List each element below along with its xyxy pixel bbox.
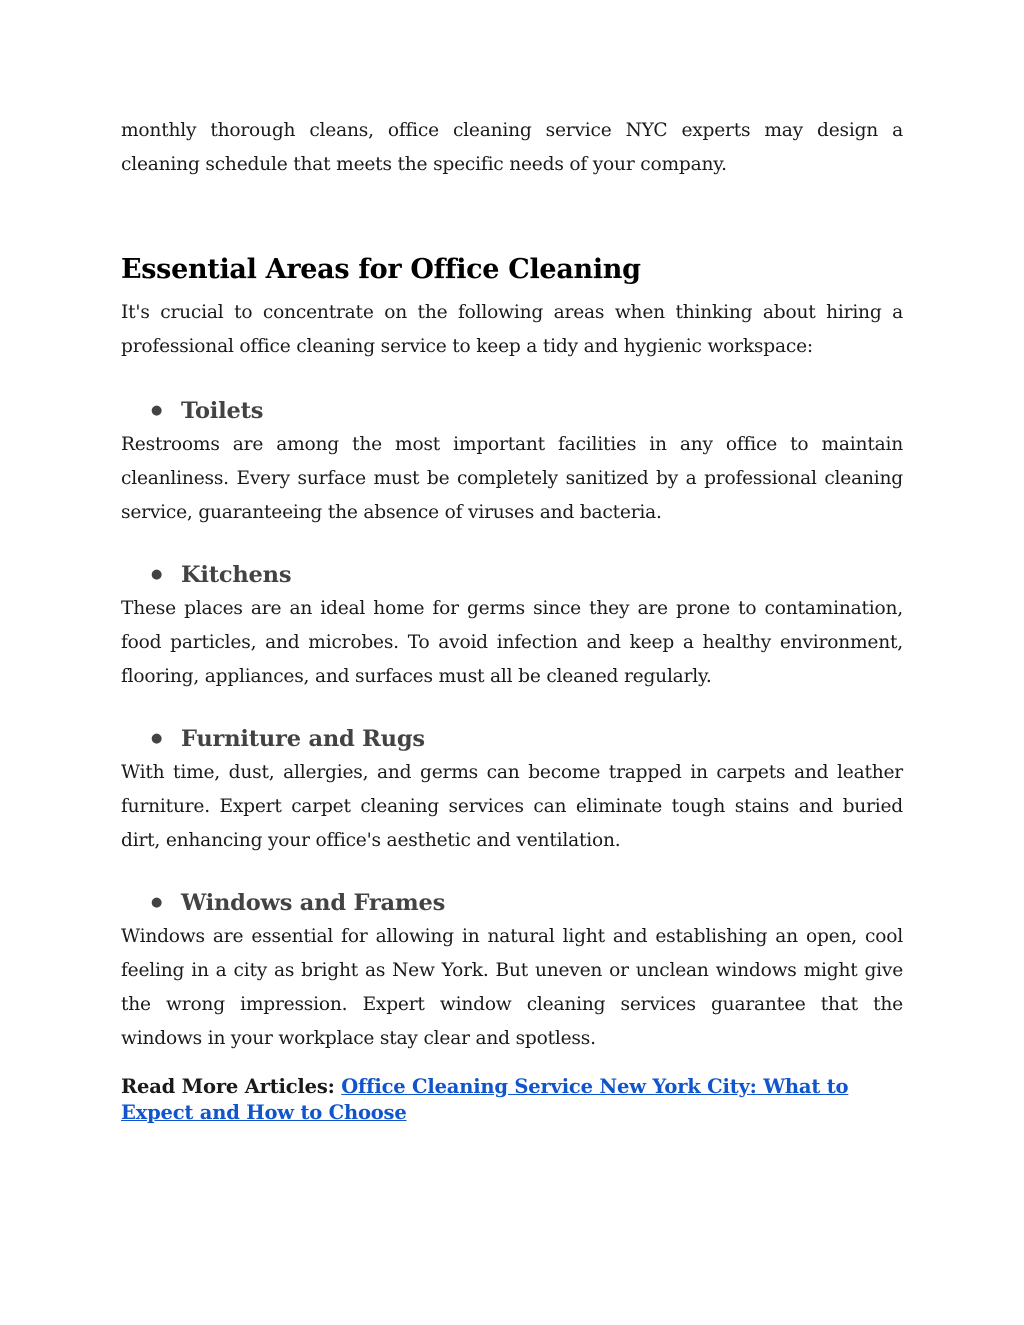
document-page <box>121 114 903 1126</box>
sub-heading-label: Furniture and Rugs <box>181 726 425 752</box>
sub-heading-windows-and-frames <box>121 886 903 920</box>
read-more <box>121 1074 903 1126</box>
bullet-icon: ● <box>151 895 163 910</box>
bullet-icon: ● <box>151 403 163 418</box>
sub-heading-toilets <box>121 394 903 428</box>
bullet-icon: ● <box>151 567 163 582</box>
list-item-windows-and-frames <box>121 886 903 1056</box>
item-body: Windows are essential for allowing in natural light and establishing an open, cool feeling in a city as bright as New York. But uneven or unclean windows might give the wrong impression. Expert window cleaning services guarantee that the windows in your workplace stay clear and spotless. <box>121 926 903 1049</box>
list-item-toilets <box>121 394 903 530</box>
item-body: With time, dust, allergies, and germs can become trapped in carpets and leather furniture. Expert carpet cleaning services can eliminate tough stains and buried dirt, enhancing your office's aesthetic and ventilation. <box>121 762 903 851</box>
sub-heading-label: Toilets <box>181 398 264 424</box>
item-body: These places are an ideal home for germs since they are prone to contamination, food particles, and microbes. To avoid infection and keep a healthy environment, flooring, appliances, and surfaces must all be cleaned regularly. <box>121 598 903 687</box>
read-more-label: Read More Articles: <box>121 1075 342 1098</box>
list-item-kitchens <box>121 558 903 694</box>
section-heading: Essential Areas for Office Cleaning <box>121 254 641 285</box>
intro-paragraph: monthly thorough cleans, office cleaning service NYC experts may design a cleaning schedule that meets the specific needs of your company. <box>121 120 903 175</box>
list-item-furniture-and-rugs <box>121 722 903 858</box>
sub-heading-kitchens <box>121 558 903 592</box>
read-more-article-link[interactable]: Office Cleaning Service New York City: What to Expect and How to Choose <box>121 1075 849 1124</box>
sub-heading-label: Windows and Frames <box>181 890 446 916</box>
sub-heading-furniture-and-rugs <box>121 722 903 756</box>
bullet-icon: ● <box>151 731 163 746</box>
item-body: Restrooms are among the most important facilities in any office to maintain cleanliness. Every surface must be completely sanitized by a professional cleaning service, guaranteeing the absence of viruses and bacteria. <box>121 434 903 523</box>
section-intro-paragraph: It's crucial to concentrate on the following areas when thinking about hiring a professional office cleaning service to keep a tidy and hygienic workspace: <box>121 302 903 357</box>
sub-heading-label: Kitchens <box>181 562 292 588</box>
